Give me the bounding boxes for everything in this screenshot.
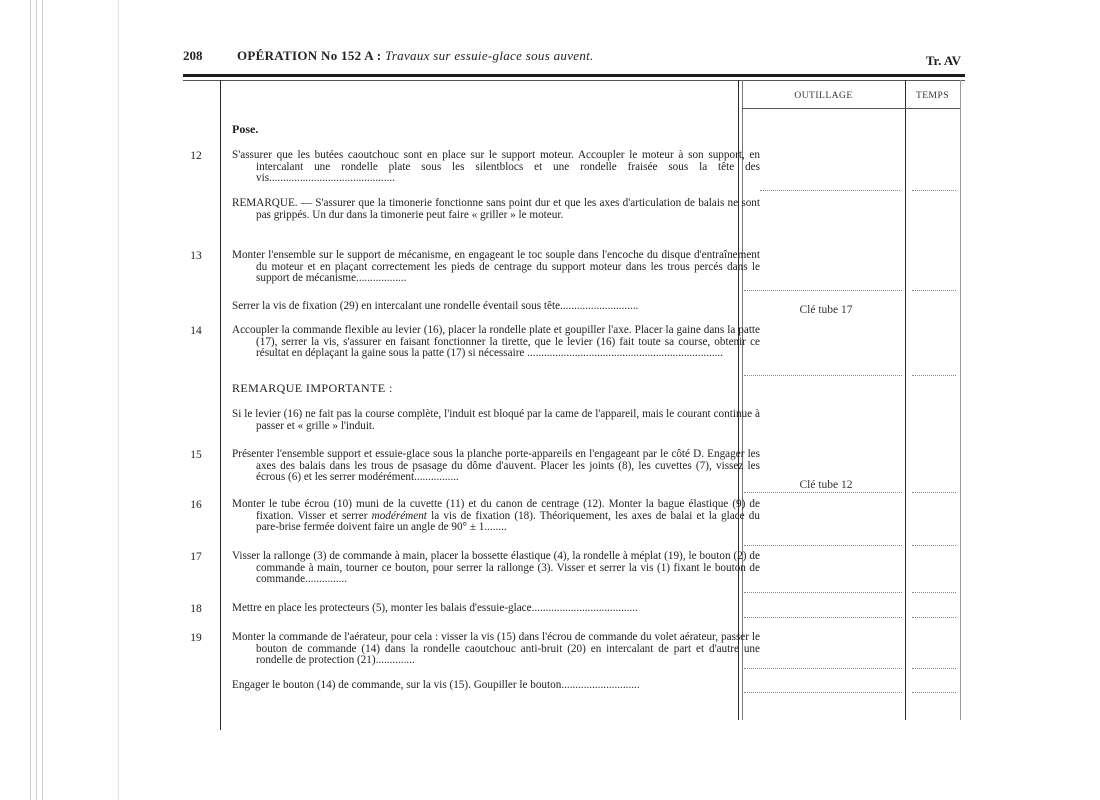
page-edge	[30, 0, 31, 800]
section-code: Tr. AV	[925, 53, 961, 68]
row-separator	[744, 492, 902, 493]
step-number: 16	[190, 499, 202, 511]
operation-label: OPÉRATION No 152 A :	[237, 48, 382, 63]
column-header-temps: TEMPS	[915, 91, 950, 101]
step-text-emphasis: modérément	[371, 509, 427, 522]
row-separator	[760, 190, 900, 191]
step-number: 12	[190, 150, 202, 162]
step-text: Accoupler la commande flexible au levier (16), placer la rondelle plate et goupiller l'axe. Placer la gaine dans la patte (17), serrer la vis, s'assurer en faisant fonctionner la tirette, que le levier (16) fait toute sa course, obtenir ce résultat en déplaçant la gaine sous la patte (17) si nécessaire ......................................................................	[232, 324, 760, 359]
step-number: 15	[190, 449, 202, 461]
step-text: Serrer la vis de fixation (29) en intercalant une rondelle éventail sous tête............................	[232, 300, 639, 312]
row-separator	[912, 617, 956, 618]
section-title-pose: Pose.	[232, 122, 259, 136]
step-number: 13	[190, 250, 202, 262]
header-rule	[183, 74, 965, 77]
row-separator	[912, 668, 956, 669]
step-text: Monter l'ensemble sur le support de mécanisme, en engageant le toc souple dans l'encoche du disque d'entraînement du moteur et en plaçant correctement les pieds de centrage du support moteur dans les trous percés dans le support de mécanisme..................	[232, 249, 760, 284]
column-divider	[905, 80, 906, 720]
operation-title	[237, 48, 594, 64]
row-separator	[912, 375, 956, 376]
step-text: Présenter l'ensemble support et essuie-glace sous la planche porte-appareils en l'engageant par le côté D. Engager les axes des balais dans les trous de psasage du dôme d'auvent. Placer les joints (8), les cuvettes (7), vissez les écrous (6) et les serrer modérément................	[232, 448, 760, 483]
page-edge	[42, 0, 43, 800]
row-separator	[912, 592, 956, 593]
step-text-part: la vis de fixation (18). Théoriquement, les axes de balai et la glace du pare-brise fermée doivent faire un angle de 90° ± 1........	[256, 509, 760, 533]
row-separator	[912, 290, 956, 291]
step-text-part: Monter le tube écrou (10) muni de la cuvette (11) et du canon de centrage (12). Monter la bague élastique (9) de fixation. Visser et serrer	[232, 498, 760, 522]
row-separator	[744, 592, 902, 593]
column-header-outillage: OUTILLAGE	[794, 91, 853, 101]
row-separator	[912, 190, 956, 191]
row-separator	[744, 668, 902, 669]
page-header	[183, 48, 963, 70]
step-text: Mettre en place les protecteurs (5), monter les balais d'essuie-glace......................................	[232, 602, 638, 614]
remarque-text: REMARQUE. — S'assurer que la timonerie fonctionne sans point dur et que les axes d'articulation de balais ne sont pas grippés. Un dur dans la timonerie peut faire « griller » le moteur.	[232, 197, 760, 221]
step-text: S'assurer que les butées caoutchouc sont en place sur le support moteur. Accoupler le moteur à son support, en intercalant une rondelle plate sous les silentblocs et une rondelle fraisée sous la tête des vis.............................................	[232, 149, 760, 184]
row-separator	[912, 692, 956, 693]
row-separator	[744, 375, 902, 376]
operation-subtitle: Travaux sur essuie-glace sous auvent.	[385, 48, 594, 63]
row-separator	[744, 290, 902, 291]
remarque-text: Si le levier (16) ne fait pas la course complète, l'induit est bloqué par la came de l'appareil, mais le courant continue à passer et « grille » l'induit.	[232, 408, 760, 432]
step-text: Visser la rallonge (3) de commande à main, placer la bossette élastique (4), la rondelle à méplat (19), le bouton (2) de commande à main, tourner ce bouton, pour serrer la rallonge (3). Visser et serrer la vis (1) fixant le bouton de commande...............	[232, 550, 760, 585]
step-text	[232, 499, 760, 534]
row-separator	[912, 492, 956, 493]
header-separator	[742, 108, 960, 109]
step-number: 19	[190, 632, 202, 644]
page-edge	[118, 0, 119, 800]
page-edge	[36, 0, 37, 800]
step-text: Engager le bouton (14) de commande, sur la vis (15). Goupiller le bouton............................	[232, 679, 640, 691]
page-number: 208	[183, 48, 203, 63]
column-divider	[220, 80, 221, 730]
column-divider	[960, 80, 961, 720]
header-rule-thin	[183, 80, 965, 81]
row-separator	[744, 692, 902, 693]
row-separator	[744, 617, 902, 618]
step-number: 18	[190, 603, 202, 615]
step-number: 14	[190, 325, 202, 337]
tool-cle-tube-12: Clé tube 12	[799, 479, 853, 491]
tool-cle-tube-17: Clé tube 17	[799, 304, 853, 316]
remarque-importante-title: REMARQUE IMPORTANTE :	[232, 381, 393, 395]
row-separator	[744, 545, 902, 546]
step-number: 17	[190, 551, 202, 563]
row-separator	[912, 545, 956, 546]
step-text: Monter la commande de l'aérateur, pour cela : visser la vis (15) dans l'écrou de commande du volet aérateur, passer le bouton de commande (14) dans la rondelle caoutchouc anti-bruit (20) en intercalant de part et d'autre une rondelle de protection (21)..............	[232, 631, 760, 666]
